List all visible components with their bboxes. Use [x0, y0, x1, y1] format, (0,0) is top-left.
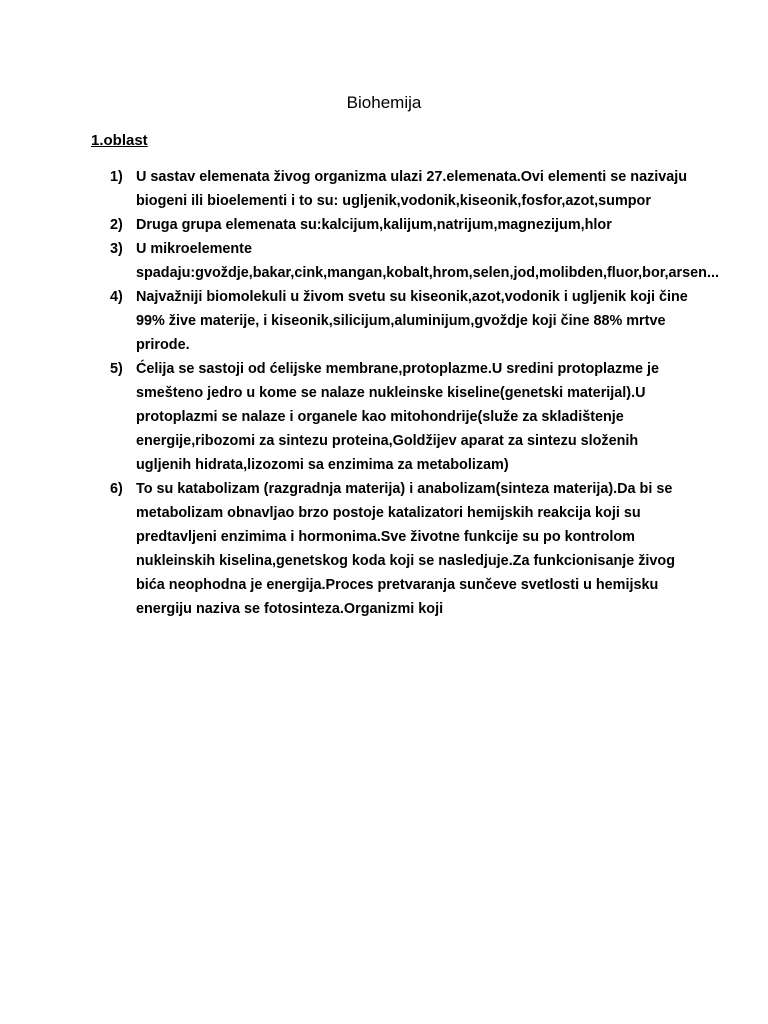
section-heading: 1.oblast — [91, 132, 148, 149]
list-item-number: 6) — [110, 481, 123, 497]
numbered-list — [110, 165, 719, 621]
list-item-number: 5) — [110, 361, 123, 377]
list-item-text: To su katabolizam (razgradnja materija) i anabolizam(sinteza materija).Da bi se metabolizam obnavljao brzo postoje katalizatori hemijskih reakcija koji su predtavljeni enzimima i hormonima.Sve životne funkcije su po kontrolom nukleinskih kiselina,genetskog koda koji se nasledjuje.Za funkcionisanje živog bića neophodna je energija.Proces pretvaranja sunčeve svetlosti u hemijsku energiju naziva se fotosinteza.Organizmi koji — [136, 481, 676, 617]
list-item-text: U sastav elemenata živog organizma ulazi 27.elemenata.Ovi elementi se nazivaju biogeni ili bioelementi i to su: ugljenik,vodonik,kiseonik,fosfor,azot,sumpor — [136, 169, 688, 209]
list-item — [110, 165, 690, 213]
list-item — [110, 285, 690, 357]
list-item-number: 2) — [110, 217, 123, 233]
list-item-text: Ćelija se sastoji od ćelijske membrane,protoplazme.U sredini protoplazme je smešteno jedro u kome se nalaze nukleinske kiseline(genetski materijal).U protoplazmi se nalaze i organele kao mitohondrije(služe za skladištenje energije,ribozomi za sintezu proteina,Goldžijev aparat za sintezu složenih ugljenih hidrata,lizozomi sa enzimima za metabolizam) — [136, 361, 660, 473]
list-item-text: U mikroelemente spadaju:gvoždje,bakar,cink,mangan,kobalt,hrom,selen,jod,molibden,fluor,bor,arsen... — [136, 241, 719, 281]
list-item-text: Najvažniji biomolekuli u živom svetu su kiseonik,azot,vodonik i ugljenik koji čine 99% žive materije, i kiseonik,silicijum,aluminijum,gvoždje koji čine 88% mrtve prirode. — [136, 289, 688, 353]
list-item — [110, 477, 690, 621]
list-item-text: Druga grupa elemenata su:kalcijum,kalijum,natrijum,magnezijum,hlor — [136, 217, 612, 233]
list-item — [110, 237, 719, 285]
list-item-number: 1) — [110, 169, 123, 185]
list-item-number: 3) — [110, 241, 123, 257]
page-title: Biohemija — [346, 93, 422, 112]
list-item — [110, 213, 690, 237]
list-item — [110, 357, 690, 477]
list-item-number: 4) — [110, 289, 123, 305]
